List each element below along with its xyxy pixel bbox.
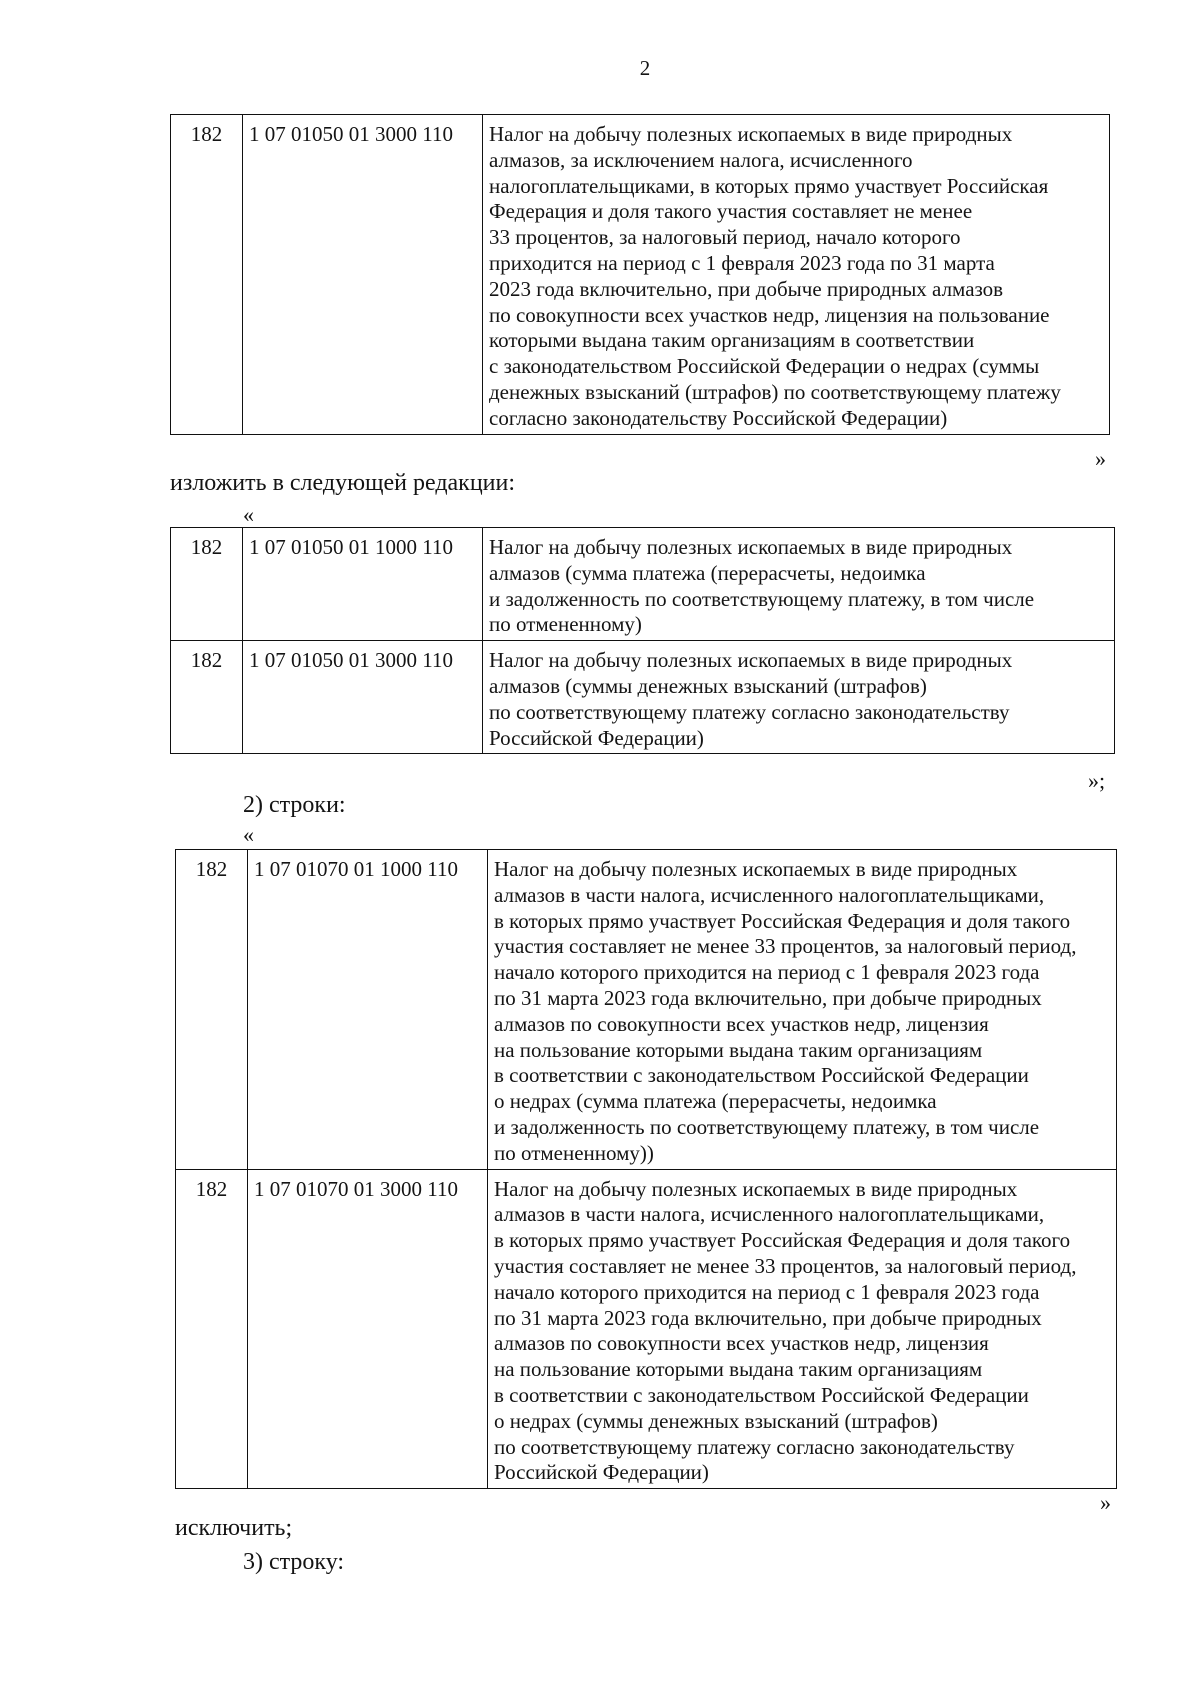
description-line: 2023 года включительно, при добыче природных алмазов [489, 276, 1004, 301]
description-line: начало которого приходится на период с 1 февраля 2023 года [494, 1279, 1040, 1304]
table-row [176, 850, 1117, 1170]
code-cell: 182 [171, 115, 243, 435]
table-row [171, 641, 1115, 754]
description-line: участия составляет не менее 33 процентов, за налоговый период, [494, 1253, 1077, 1278]
opening-quote: « [243, 502, 254, 527]
description-line: денежных взысканий (штрафов) по соответствующему платежу [489, 379, 1061, 404]
description-line: в соответствии с законодательством Российской Федерации [494, 1382, 1029, 1407]
description-cell [483, 528, 1115, 641]
description-line: алмазов (суммы денежных взысканий (штрафов) [489, 673, 927, 698]
description-line: Российской Федерации) [489, 725, 704, 750]
description-line: участия составляет не менее 33 процентов, за налоговый период, [494, 934, 1077, 959]
description-line: и задолженность по соответствующему платежу, в том числе [494, 1114, 1040, 1139]
opening-quote: « [243, 822, 254, 847]
description-line: которыми выдана таким организациям в соответствии [489, 328, 975, 353]
description-line: по соответствующему платежу согласно законодательству [489, 699, 1010, 724]
description-line: по соответствующему платежу согласно законодательству [494, 1434, 1015, 1459]
description-line: алмазов по совокупности всех участков недр, лицензия [494, 1011, 989, 1036]
description-line: согласно законодательству Российской Федерации) [489, 405, 948, 430]
closing-quote: » [1100, 1490, 1111, 1515]
description-line: на пользование которыми выдана таким организациям [494, 1357, 983, 1382]
closing-quote: » [1095, 446, 1106, 471]
description-line: алмазов в части налога, исчисленного налогоплательщиками, [494, 882, 1045, 907]
instruction-text: 2) строки: [243, 792, 346, 818]
kbk-cell: 1 07 01050 01 3000 110 [243, 115, 483, 435]
table-row [171, 115, 1110, 435]
kbk-cell: 1 07 01050 01 3000 110 [243, 641, 483, 754]
description-line: налогоплательщиками, в которых прямо участвует Российская [489, 173, 1049, 198]
description-line: Налог на добычу полезных ископаемых в виде природных [489, 535, 1013, 559]
code-cell: 182 [171, 641, 243, 754]
description-line: Российской Федерации) [494, 1460, 709, 1485]
description-line: по отмененному)) [494, 1140, 654, 1165]
kbk-cell: 1 07 01070 01 1000 110 [248, 850, 488, 1170]
table-excluded-rows [175, 849, 1117, 1489]
instruction-text: 3) строку: [243, 1549, 345, 1575]
description-line: алмазов в части налога, исчисленного налогоплательщиками, [494, 1202, 1045, 1227]
description-line: в соответствии с законодательством Российской Федерации [494, 1063, 1029, 1088]
code-cell: 182 [176, 1169, 248, 1489]
description-line: начало которого приходится на период с 1 февраля 2023 года [494, 960, 1040, 985]
description-line: алмазов (сумма платежа (перерасчеты, недоимка [489, 560, 926, 585]
description-line: алмазов, за исключением налога, исчисленного [489, 147, 913, 172]
instruction-text: изложить в следующей редакции: [170, 470, 516, 496]
description-line: в которых прямо участвует Российская Федерация и доля такого [494, 908, 1071, 933]
description-line: приходится на период с 1 февраля 2023 года по 31 марта [489, 250, 995, 275]
table-original-row [170, 114, 1110, 435]
description-line: и задолженность по соответствующему платежу, в том числе [489, 586, 1035, 611]
description-line: по 31 марта 2023 года включительно, при добыче природных [494, 1305, 1042, 1330]
description-line: по 31 марта 2023 года включительно, при добыче природных [494, 985, 1042, 1010]
description-cell [483, 115, 1110, 435]
description-line: с законодательством Российской Федерации о недрах (суммы [489, 354, 1040, 379]
description-line: Налог на добычу полезных ископаемых в виде природных [489, 648, 1013, 673]
description-line: алмазов по совокупности всех участков недр, лицензия [494, 1331, 989, 1356]
code-cell: 182 [171, 528, 243, 641]
description-line: Налог на добычу полезных ископаемых в виде природных [494, 857, 1018, 881]
table-row [176, 1169, 1117, 1489]
description-line: о недрах (суммы денежных взысканий (штрафов) [494, 1408, 938, 1433]
description-cell [483, 641, 1115, 754]
table-new-rows [170, 527, 1115, 754]
code-cell: 182 [176, 850, 248, 1170]
page-number: 2 [639, 56, 651, 80]
description-line: Налог на добычу полезных ископаемых в виде природных [489, 122, 1013, 146]
description-line: Федерация и доля такого участия составляет не менее [489, 199, 973, 224]
description-line: о недрах (сумма платежа (перерасчеты, недоимка [494, 1089, 937, 1114]
description-line: на пользование которыми выдана таким организациям [494, 1037, 983, 1062]
instruction-text: исключить; [175, 1515, 293, 1541]
description-line: Налог на добычу полезных ископаемых в виде природных [494, 1176, 1018, 1201]
kbk-cell: 1 07 01070 01 3000 110 [248, 1169, 488, 1489]
kbk-cell: 1 07 01050 01 1000 110 [243, 528, 483, 641]
description-cell [488, 850, 1117, 1170]
description-cell [488, 1169, 1117, 1489]
closing-quote: »; [1088, 768, 1106, 793]
description-line: по отмененному) [489, 612, 642, 637]
table-row [171, 528, 1115, 641]
description-line: по совокупности всех участков недр, лицензия на пользование [489, 302, 1050, 327]
description-line: в которых прямо участвует Российская Федерация и доля такого [494, 1228, 1071, 1253]
description-line: 33 процентов, за налоговый период, начало которого [489, 225, 961, 250]
